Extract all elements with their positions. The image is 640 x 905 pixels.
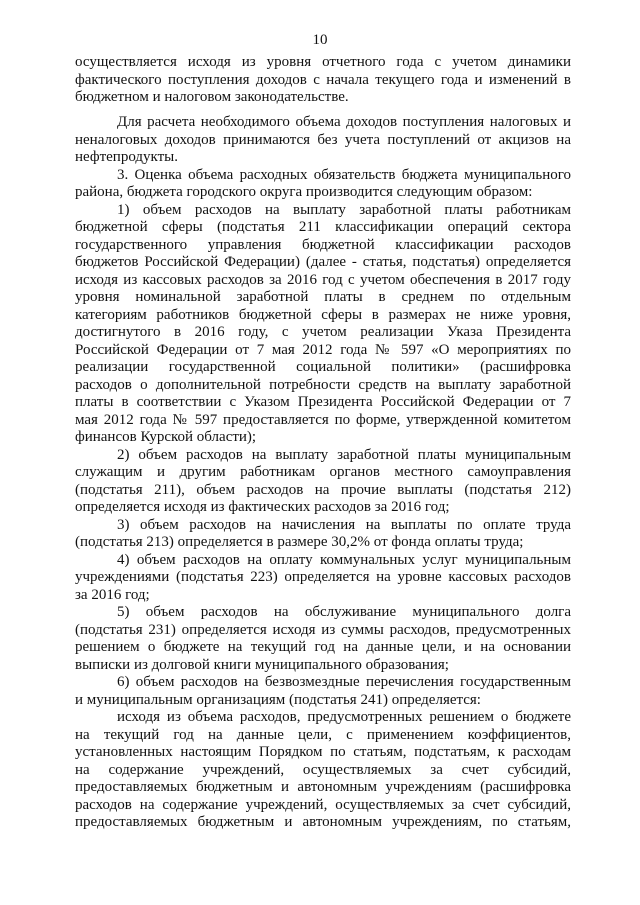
text-line: бюджетном и налоговом законодательстве. bbox=[75, 89, 349, 105]
text-line: финансов Курской области); bbox=[75, 429, 257, 445]
text-line: расходов на содержание учреждений, осуществляемых за счет субсидий, bbox=[75, 796, 571, 813]
text-line: установленных настоящим Порядком по статьям, подстатьям, к расходам bbox=[75, 744, 571, 760]
text-line: учреждениями (подстатья 223) определяется на уровне кассовых расходов bbox=[75, 569, 571, 585]
text-line: 2) объем расходов на выплату заработной платы муниципальным bbox=[117, 446, 571, 463]
text-line: выписки из долговой книги муниципального образования; bbox=[75, 656, 449, 673]
page-number: 10 bbox=[312, 32, 328, 48]
text-line: за 2016 год; bbox=[75, 586, 150, 603]
text-line: предоставляемых бюджетным и автономным учреждениям, по статьям, bbox=[75, 814, 571, 830]
text-line: (подстатья 213) определяется в размере 30,2% от фонда оплаты труда; bbox=[75, 534, 524, 550]
text-line: служащим и другим работникам органов местного самоуправления bbox=[75, 464, 571, 480]
text-line: нефтепродукты. bbox=[75, 149, 179, 165]
text-line: 3. Оценка объема расходных обязательств бюджета муниципального bbox=[117, 166, 571, 183]
text-line: Для расчета необходимого объема доходов поступления налоговых и bbox=[117, 114, 571, 130]
text-line: 5) объем расходов на обслуживание муниципального долга bbox=[117, 604, 571, 620]
text-line: бюджетной сферы (подстатья 211 классификации операций сектора bbox=[75, 219, 571, 235]
text-line: 6) объем расходов на безвозмездные перечисления государственным bbox=[117, 674, 571, 690]
text-line: реализации государственной социальной политики» (расшифровка bbox=[75, 359, 571, 375]
text-line: района, бюджета городского округа производится следующим образом: bbox=[75, 184, 533, 200]
text-line: (подстатья 231) определяется исходя из суммы расходов, предусмотренных bbox=[75, 621, 571, 638]
text-line: (подстатья 211), объем расходов на прочие выплаты (подстатья 212) bbox=[75, 481, 571, 498]
text-line: бюджетов Российской Федерации) (далее - статья, подстатья) определяется bbox=[75, 254, 571, 270]
text-line: неналоговых доходов принимаются без учета поступлений от акцизов на bbox=[75, 131, 571, 148]
text-line: на содержание учреждений, осуществляемых за счет субсидий, bbox=[75, 761, 571, 778]
text-line: мая 2012 года № 597 предоставляется по форме, утвержденной комитетом bbox=[75, 411, 571, 428]
text-line: предоставляемых бюджетным и автономным учреждениям (расшифровка bbox=[75, 779, 571, 795]
text-line: уровня номинальной заработной платы в среднем по отдельным bbox=[75, 289, 571, 305]
text-line: Российской Федерации от 7 мая 2012 года № 597 «О мероприятиях по bbox=[75, 341, 571, 358]
text-line: и муниципальным организациям (подстатья 241) определяется: bbox=[75, 691, 481, 708]
text-line: платы в соответствии с Указом Президента Российской Федерации от 7 bbox=[75, 394, 571, 410]
text-line: исходя из кассовых расходов за 2016 год с учетом обеспечения в 2017 году bbox=[75, 271, 571, 288]
text-line: решением о бюджете на текущий год на данные цели, и на основании bbox=[75, 639, 571, 655]
text-line: государственного управления бюджетной классификации расходов bbox=[75, 236, 571, 253]
text-line: исходя из объема расходов, предусмотренных решением о бюджете bbox=[117, 709, 571, 725]
text-line: фактического поступления доходов с начала текущего года и изменений в bbox=[75, 71, 571, 88]
text-line: достигнутого в 2016 году, с учетом реализации Указа Президента bbox=[75, 324, 571, 340]
text-line: 1) объем расходов на выплату заработной платы работникам bbox=[117, 201, 571, 218]
text-line: 3) объем расходов на начисления на выплаты по оплате труда bbox=[117, 516, 571, 533]
text-line: на текущий год на данные цели, с применением коэффициентов, bbox=[75, 726, 571, 743]
text-line: осуществляется исходя из уровня отчетного года с учетом динамики bbox=[75, 54, 571, 70]
text-line: определяется исходя из фактических расходов за 2016 год; bbox=[75, 499, 450, 515]
text-line: расходов о дополнительной потребности средств на выплату заработной bbox=[75, 376, 571, 393]
text-line: 4) объем расходов на оплату коммунальных услуг муниципальным bbox=[117, 551, 571, 568]
text-line: категориям работников бюджетной сферы в размерах не ниже уровня, bbox=[75, 306, 571, 323]
